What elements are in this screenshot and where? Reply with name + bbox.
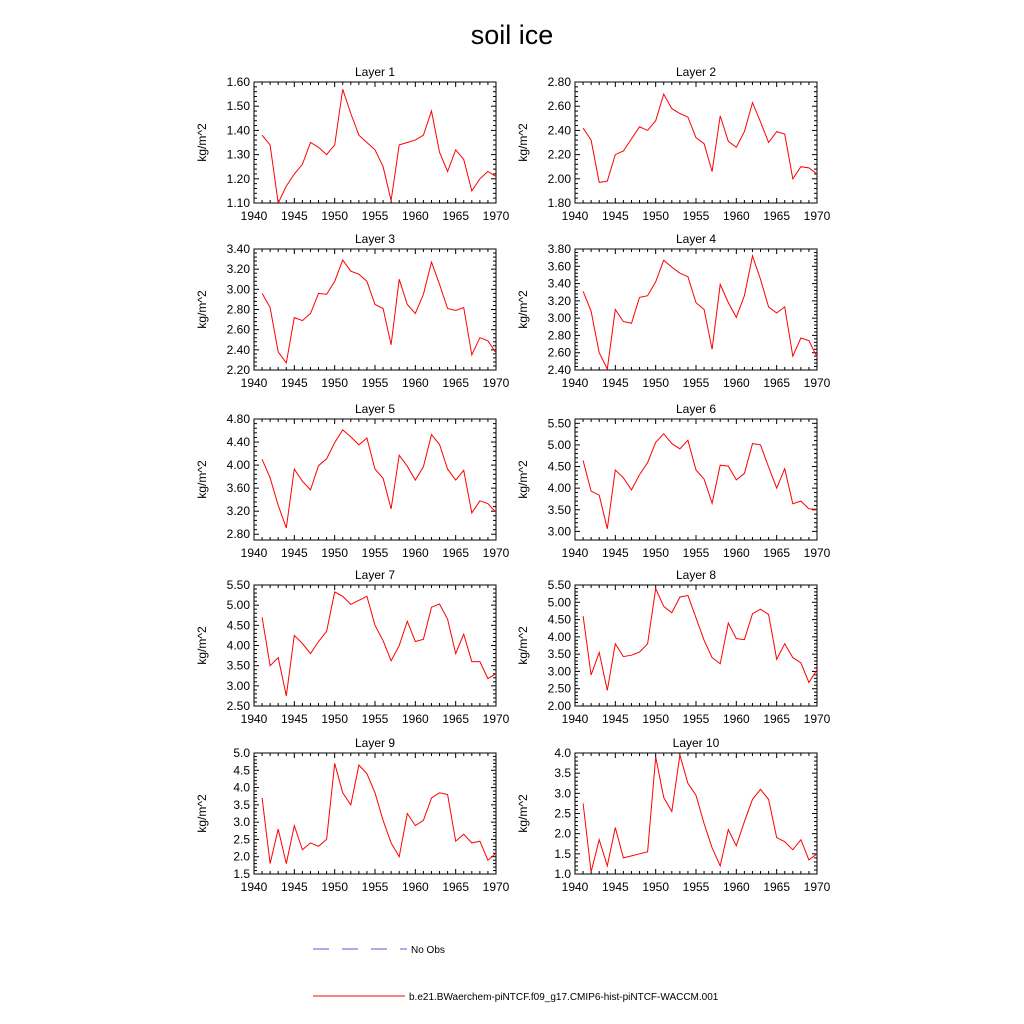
- y-axis-label: kg/m^2: [516, 794, 530, 833]
- x-tick-label: 1955: [682, 546, 710, 560]
- y-axis-label: kg/m^2: [195, 123, 209, 162]
- panel-title: Layer 9: [354, 736, 396, 750]
- y-tick-label: 4.40: [226, 435, 250, 450]
- series-line: [583, 434, 817, 529]
- x-tick-label: 1960: [401, 546, 429, 560]
- y-tick-label: 2.40: [226, 342, 250, 357]
- y-tick-label: 1.5: [233, 867, 250, 881]
- y-tick-label: 3.0: [554, 786, 571, 801]
- x-tick-label: 1970: [803, 546, 831, 560]
- x-tick-label: 1945: [601, 712, 629, 726]
- y-tick-label: 4.50: [547, 459, 571, 474]
- panel-layer-9: [195, 736, 510, 894]
- y-tick-label: 2.50: [547, 681, 571, 696]
- x-tick-label: 1945: [601, 376, 629, 390]
- y-tick-label: 3.60: [547, 259, 571, 274]
- y-tick-label: 2.60: [547, 345, 571, 360]
- panel-title: Layer 2: [675, 65, 717, 79]
- y-tick-label: 3.50: [226, 658, 250, 673]
- y-tick-label: 1.10: [226, 196, 250, 210]
- y-axis-label: kg/m^2: [516, 460, 530, 499]
- x-tick-label: 1940: [240, 209, 268, 223]
- x-tick-label: 1940: [561, 546, 589, 560]
- y-tick-label: 2.0: [554, 826, 571, 841]
- y-tick-label: 4.5: [233, 763, 250, 778]
- y-tick-label: 1.5: [554, 846, 571, 861]
- panel-title: Layer 6: [675, 402, 717, 416]
- panel-title: Layer 8: [675, 568, 717, 582]
- plot-frame: [254, 82, 496, 203]
- x-tick-label: 1965: [442, 712, 470, 726]
- y-tick-label: 3.20: [226, 504, 250, 519]
- x-tick-label: 1955: [361, 712, 389, 726]
- panel-title: Layer 10: [672, 736, 720, 750]
- plot-frame: [575, 753, 817, 874]
- x-tick-label: 1970: [482, 209, 510, 223]
- y-tick-label: 5.00: [226, 598, 250, 613]
- y-tick-label: 2.40: [547, 123, 571, 138]
- y-tick-label: 2.40: [547, 363, 571, 377]
- y-tick-label: 2.5: [554, 806, 571, 821]
- x-tick-label: 1965: [763, 546, 791, 560]
- y-tick-label: 1.60: [226, 75, 250, 89]
- x-tick-label: 1970: [803, 209, 831, 223]
- x-tick-label: 1945: [601, 880, 629, 894]
- x-tick-label: 1945: [601, 209, 629, 223]
- y-tick-label: 1.30: [226, 147, 250, 162]
- x-tick-label: 1950: [321, 376, 349, 390]
- series-line: [262, 592, 496, 696]
- x-tick-label: 1945: [280, 209, 308, 223]
- y-tick-label: 3.0: [233, 815, 250, 830]
- x-tick-label: 1960: [401, 880, 429, 894]
- x-tick-label: 1970: [803, 880, 831, 894]
- x-tick-label: 1965: [442, 546, 470, 560]
- x-tick-label: 1970: [803, 376, 831, 390]
- x-tick-label: 1950: [642, 546, 670, 560]
- x-tick-label: 1940: [561, 880, 589, 894]
- x-tick-label: 1950: [642, 880, 670, 894]
- y-tick-label: 4.00: [226, 458, 250, 473]
- x-tick-label: 1970: [482, 376, 510, 390]
- y-axis-label: kg/m^2: [195, 460, 209, 499]
- x-tick-label: 1950: [321, 712, 349, 726]
- figure-title: soil ice: [470, 20, 554, 50]
- y-axis-label: kg/m^2: [516, 626, 530, 665]
- x-tick-label: 1960: [722, 209, 750, 223]
- y-tick-label: 3.5: [233, 797, 250, 812]
- y-tick-label: 5.50: [547, 416, 571, 431]
- x-tick-label: 1960: [401, 376, 429, 390]
- panel-layer-8: [516, 568, 831, 726]
- series-line: [583, 94, 817, 182]
- y-tick-label: 2.00: [547, 699, 571, 713]
- plot-frame: [575, 82, 817, 203]
- y-tick-label: 4.00: [547, 481, 571, 496]
- x-tick-label: 1965: [763, 376, 791, 390]
- series-line: [583, 256, 817, 369]
- series-line: [262, 260, 496, 363]
- x-tick-label: 1940: [240, 376, 268, 390]
- y-tick-label: 2.20: [226, 363, 250, 377]
- x-tick-label: 1950: [642, 376, 670, 390]
- y-tick-label: 3.50: [547, 502, 571, 517]
- series-line: [583, 589, 817, 691]
- y-tick-label: 3.00: [226, 678, 250, 693]
- y-tick-label: 2.80: [226, 527, 250, 542]
- y-tick-label: 3.40: [226, 242, 250, 256]
- x-tick-label: 1970: [803, 712, 831, 726]
- y-tick-label: 1.50: [226, 99, 250, 114]
- panel-layer-5: [195, 402, 510, 560]
- panel-layer-7: [195, 568, 510, 726]
- y-tick-label: 4.50: [226, 618, 250, 633]
- x-tick-label: 1965: [763, 712, 791, 726]
- x-tick-label: 1960: [401, 712, 429, 726]
- y-axis-label: kg/m^2: [195, 290, 209, 329]
- x-tick-label: 1955: [682, 880, 710, 894]
- y-axis-label: kg/m^2: [195, 626, 209, 665]
- y-tick-label: 3.00: [226, 282, 250, 297]
- x-tick-label: 1950: [321, 546, 349, 560]
- y-tick-label: 2.80: [547, 75, 571, 89]
- y-tick-label: 2.60: [547, 99, 571, 114]
- series-line: [583, 755, 817, 872]
- y-tick-label: 1.0: [554, 867, 571, 881]
- y-tick-label: 5.50: [226, 578, 250, 592]
- y-tick-label: 4.00: [547, 629, 571, 644]
- y-tick-label: 4.50: [547, 612, 571, 627]
- x-tick-label: 1970: [482, 880, 510, 894]
- y-tick-label: 4.00: [226, 638, 250, 653]
- panel-layer-10: [516, 736, 831, 894]
- y-tick-label: 1.20: [226, 171, 250, 186]
- x-tick-label: 1940: [240, 712, 268, 726]
- y-tick-label: 3.5: [554, 766, 571, 781]
- y-tick-label: 4.0: [233, 780, 250, 795]
- x-tick-label: 1950: [642, 712, 670, 726]
- y-tick-label: 5.50: [547, 578, 571, 592]
- panel-layer-2: [516, 65, 831, 223]
- y-tick-label: 4.80: [226, 412, 250, 426]
- y-tick-label: 1.80: [547, 196, 571, 210]
- x-tick-label: 1965: [763, 880, 791, 894]
- x-tick-label: 1945: [280, 376, 308, 390]
- x-tick-label: 1945: [280, 880, 308, 894]
- panel-title: Layer 3: [354, 232, 396, 246]
- x-tick-label: 1960: [722, 546, 750, 560]
- x-tick-label: 1960: [722, 712, 750, 726]
- y-tick-label: 4.0: [554, 746, 571, 760]
- panels: [195, 65, 831, 894]
- panel-layer-1: [195, 65, 510, 223]
- y-tick-label: 5.00: [547, 437, 571, 452]
- x-tick-label: 1955: [682, 376, 710, 390]
- panel-layer-4: [516, 232, 831, 390]
- plot-frame: [254, 585, 496, 706]
- x-tick-label: 1940: [561, 712, 589, 726]
- panel-layer-6: [516, 402, 831, 560]
- y-tick-label: 3.60: [226, 481, 250, 496]
- legend: [313, 945, 719, 1003]
- x-tick-label: 1945: [280, 546, 308, 560]
- x-tick-label: 1970: [482, 546, 510, 560]
- series-line: [262, 763, 496, 863]
- y-tick-label: 2.80: [226, 302, 250, 317]
- x-tick-label: 1950: [321, 209, 349, 223]
- panel-title: Layer 7: [354, 568, 396, 582]
- y-tick-label: 3.00: [547, 524, 571, 539]
- x-tick-label: 1970: [482, 712, 510, 726]
- plot-frame: [575, 585, 817, 706]
- y-tick-label: 3.20: [226, 262, 250, 277]
- y-tick-label: 3.80: [547, 242, 571, 256]
- x-tick-label: 1955: [361, 880, 389, 894]
- y-tick-label: 3.50: [547, 647, 571, 662]
- x-tick-label: 1940: [561, 376, 589, 390]
- x-tick-label: 1950: [321, 880, 349, 894]
- y-tick-label: 5.0: [233, 746, 250, 760]
- x-tick-label: 1960: [401, 209, 429, 223]
- x-tick-label: 1940: [240, 546, 268, 560]
- y-tick-label: 3.40: [547, 276, 571, 291]
- x-tick-label: 1955: [361, 376, 389, 390]
- y-tick-label: 2.80: [547, 328, 571, 343]
- obs-legend-label: No Obs: [411, 945, 445, 956]
- x-tick-label: 1965: [442, 880, 470, 894]
- panel-title: Layer 1: [354, 65, 396, 79]
- x-tick-label: 1945: [280, 712, 308, 726]
- y-tick-label: 2.60: [226, 322, 250, 337]
- x-tick-label: 1955: [361, 546, 389, 560]
- y-tick-label: 2.5: [233, 832, 250, 847]
- y-axis-label: kg/m^2: [516, 290, 530, 329]
- y-axis-label: kg/m^2: [195, 794, 209, 833]
- plot-frame: [254, 419, 496, 540]
- x-tick-label: 1940: [240, 880, 268, 894]
- y-axis-label: kg/m^2: [516, 123, 530, 162]
- panel-title: Layer 4: [675, 232, 717, 246]
- series-line: [262, 430, 496, 528]
- y-tick-label: 2.00: [547, 171, 571, 186]
- x-tick-label: 1965: [442, 209, 470, 223]
- plot-frame: [254, 753, 496, 874]
- y-tick-label: 1.40: [226, 123, 250, 138]
- x-tick-label: 1960: [722, 376, 750, 390]
- y-tick-label: 2.50: [226, 699, 250, 713]
- y-tick-label: 5.00: [547, 595, 571, 610]
- y-tick-label: 3.00: [547, 311, 571, 326]
- panel-title: Layer 5: [354, 402, 396, 416]
- y-tick-label: 3.20: [547, 293, 571, 308]
- x-tick-label: 1940: [561, 209, 589, 223]
- y-tick-label: 2.0: [233, 849, 250, 864]
- x-tick-label: 1950: [642, 209, 670, 223]
- model-legend-label: b.e21.BWaerchem-piNTCF.f09_g17.CMIP6-hist-piNTCF-WACCM.001: [409, 992, 719, 1003]
- x-tick-label: 1955: [361, 209, 389, 223]
- x-tick-label: 1965: [442, 376, 470, 390]
- y-tick-label: 3.00: [547, 664, 571, 679]
- x-tick-label: 1965: [763, 209, 791, 223]
- x-tick-label: 1955: [682, 209, 710, 223]
- panel-layer-3: [195, 232, 510, 390]
- series-line: [262, 89, 496, 203]
- x-tick-label: 1945: [601, 546, 629, 560]
- x-tick-label: 1955: [682, 712, 710, 726]
- y-tick-label: 2.20: [547, 147, 571, 162]
- x-tick-label: 1960: [722, 880, 750, 894]
